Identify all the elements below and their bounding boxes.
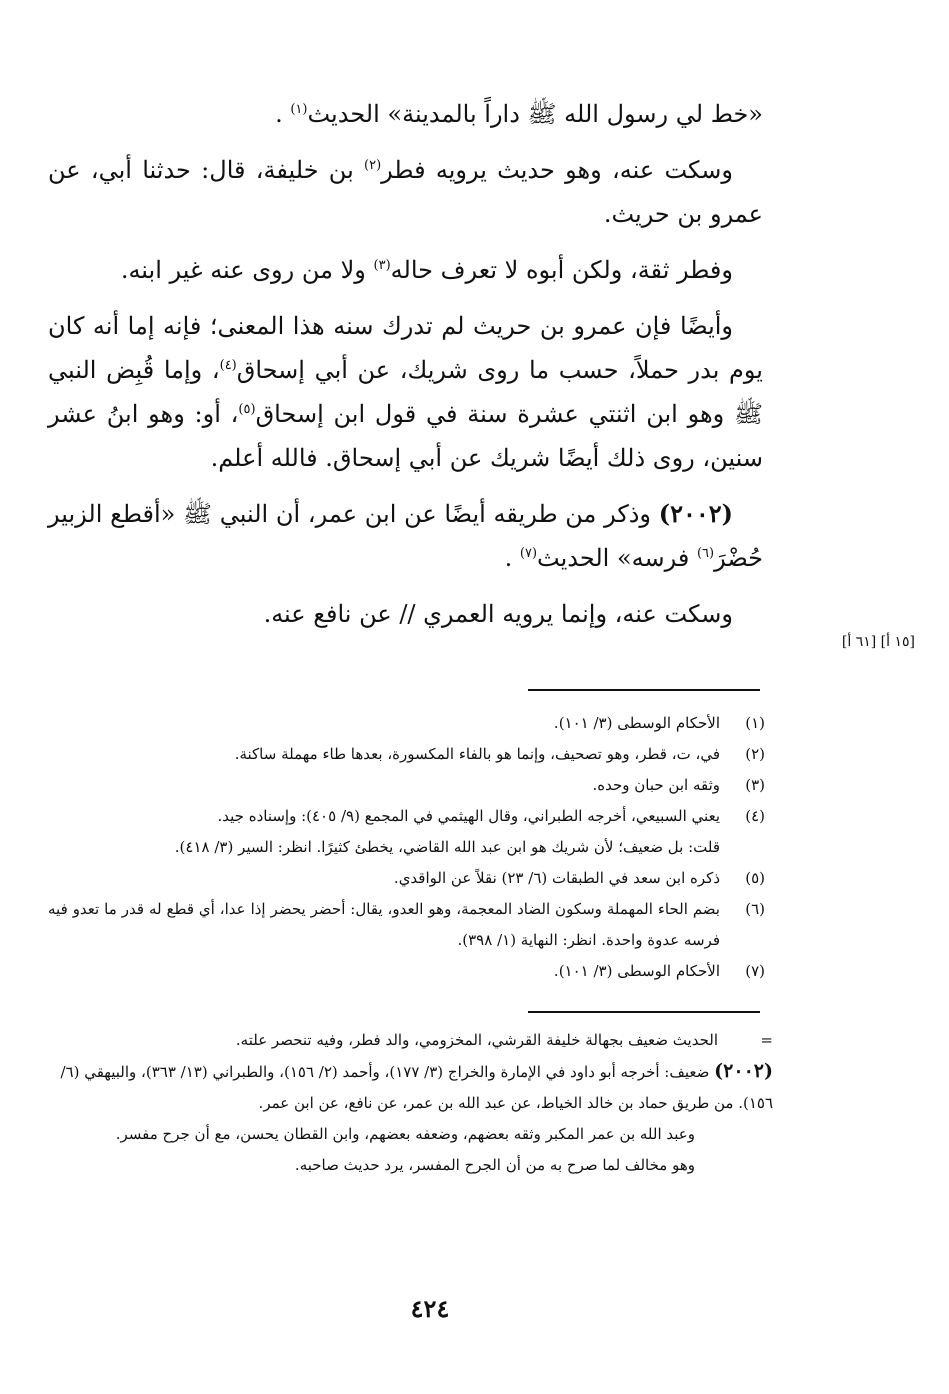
footnotes <box>48 708 765 987</box>
main-text <box>48 92 763 648</box>
tahqiq-notes <box>48 1025 773 1181</box>
paragraph-text: ولا من روى عنه غير ابنه. <box>120 256 374 284</box>
paragraph-2 <box>48 148 763 236</box>
footnote-text: قلت: بل ضعيف؛ لأن شريك هو ابن عبد الله القاضي، يخطئ كثيرًا. انظر: السير (٣/ ٤١٨). <box>174 838 720 856</box>
footnote-item <box>48 739 765 770</box>
paragraph-3 <box>48 248 763 292</box>
paragraph-text: . <box>504 544 520 572</box>
footnote-text: بضم الحاء المهملة وسكون الضاد المعجمة، وهو العدو، يقال: أحضر يحضر إذا عدا، أي قطع له قدر ما تعدو فيه فرسه عدوة واحدة. انظر: النهاية (١/ ٣٩٨). <box>48 900 720 949</box>
paragraph-5 <box>48 492 763 580</box>
tahqiq-line: ضعيف: أخرجه أبو داود في الإمارة والخراج (٣/ ١٧٧)، وأحمد (٢/ ١٥٦)، والطبراني (١٣/ ٣٦٣)، والبيهقي (٦/ ١٥٦). من طريق حماد بن خالد الخياط، عن عبد الله بن عمر، عن نافع، عن ابن عمر. <box>60 1063 773 1112</box>
footnote-number <box>720 832 765 863</box>
tahqiq-divider <box>528 1011 760 1013</box>
footnote-number: (٧) <box>745 962 765 980</box>
paragraph-text: «خط لي رسول الله ﷺ داراً بالمدينة» الحديث <box>307 100 763 128</box>
footnote-ref: (٧) <box>519 546 538 561</box>
tahqiq-text <box>48 1056 773 1119</box>
footnote-ref: (٤) <box>219 358 237 373</box>
footnote-number: (٥) <box>745 869 765 887</box>
footnote-ref: (٦) <box>696 546 715 561</box>
footnote-divider <box>528 689 760 691</box>
footnote-number: (٤) <box>745 807 765 825</box>
tahqiq-text: الحديث ضعيف بجهالة خليفة القرشي، المخزومي، والد فطر، وفيه تنحصر علته. <box>235 1031 718 1049</box>
footnote-item <box>48 770 765 801</box>
manuscript-folio-note: [١٥ أ] [٦١ أ] <box>841 634 915 650</box>
tahqiq-line-3: وهو مخالف لما صرح به من أن الجرح المفسر، يرد حديث صاحبه. <box>294 1156 695 1174</box>
footnote-item <box>48 894 765 956</box>
footnote-number: (٣) <box>745 776 765 794</box>
footnote-text: يعني السبيعي، أخرجه الطبراني، وقال الهيثمي في المجمع (٩/ ٤٠٥): وإسناده جيد. <box>217 807 720 825</box>
paragraph-text: ، أو: وهو ابنُ عشر سنين، روى ذلك أيضًا شريك عن أبي إسحاق. فالله أعلم. <box>48 400 763 472</box>
footnote-text: الأحكام الوسطى (٣/ ١٠١). <box>553 714 720 732</box>
footnote-text: وثقه ابن حبان وحده. <box>592 776 720 794</box>
paragraph-4 <box>48 304 763 480</box>
paragraph-text: وسكت عنه، وإنما يرويه العمري // عن نافع عنه. <box>263 600 733 628</box>
paragraph-1 <box>48 92 763 136</box>
footnote-item <box>48 708 765 739</box>
paragraph-text: . <box>275 100 291 128</box>
paragraph-text: وأيضًا فإن عمرو بن حريث لم تدرك سنه هذا المعنى؛ فإنه إما أنه كان يوم بدر حملاً، حسب ما روى شريك، عن أبي إسحاق <box>48 312 763 384</box>
footnote-number: (٦) <box>745 900 765 918</box>
footnote-ref: (٢) <box>364 158 382 173</box>
footnote-ref: (١) <box>290 102 308 117</box>
paragraph-text: ، وإما قُبِض النبي ﷺ وهو ابن اثنتي عشرة سنة في قول ابن إسحاق <box>48 356 763 428</box>
footnote-item <box>48 832 765 863</box>
paragraph-6 <box>48 592 763 636</box>
footnote-item <box>48 801 765 832</box>
footnote-item <box>48 956 765 987</box>
footnote-number: (٢) <box>745 745 765 763</box>
paragraph-text: فرسه» الحديث <box>537 544 697 572</box>
paragraph-text: وسكت عنه، وهو حديث يرويه فطر <box>381 156 734 184</box>
footnote-number: (١) <box>745 714 765 732</box>
paragraph-text: بن خليفة، قال: حدثنا أبي، عن عمرو بن حريث. <box>48 156 763 228</box>
hadith-number: (٢٠٠٢) <box>658 499 733 528</box>
footnote-ref: (٣) <box>373 258 391 273</box>
tahqiq-line-2: وعبد الله بن عمر المكبر وثقه بعضهم، وضعفه بعضهم، وابن القطان يحسن، مع أن جرح مفسر. <box>115 1125 695 1143</box>
tahqiq-continuation <box>48 1025 773 1056</box>
footnote-item <box>48 863 765 894</box>
footnote-text: الأحكام الوسطى (٣/ ١٠١). <box>553 962 720 980</box>
paragraph-text: وفطر ثقة، ولكن أبوه لا تعرف حاله <box>390 256 733 284</box>
footnote-ref: (٥) <box>238 402 256 417</box>
footnote-text: ذكره ابن سعد في الطبقات (٦/ ٢٣) نقلاً عن الواقدي. <box>393 869 720 887</box>
footnote-text: في، ت، قطر، وهو تصحيف، وإنما هو بالفاء المكسورة، بعدها طاء مهملة ساكنة. <box>234 745 720 763</box>
page-number: ٤٢٤ <box>410 1294 450 1323</box>
paragraph-text: وذكر من طريقه أيضًا عن ابن عمر، أن النبي ﷺ «أقطع الزبير حُضْرَ <box>48 500 763 572</box>
tahqiq-hadith-entry <box>48 1056 773 1119</box>
continuation-mark: = <box>760 1031 773 1049</box>
tahqiq-hadith-number: (٢٠٠٢) <box>714 1060 773 1082</box>
